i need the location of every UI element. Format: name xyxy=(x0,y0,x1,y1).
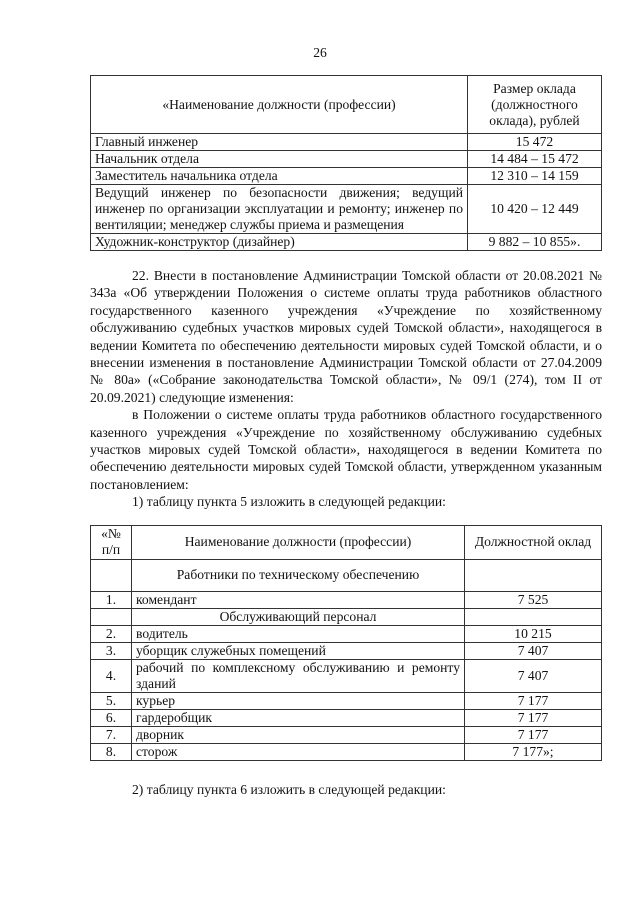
position-cell: Главный инженер xyxy=(91,134,468,151)
number-cell: 4. xyxy=(91,659,132,692)
salary-cell: 7 177 xyxy=(465,726,602,743)
salary-cell: 7 177 xyxy=(465,709,602,726)
header-position: Наименование должности (профессии) xyxy=(132,525,465,559)
paragraph-amendment: в Положении о системе оплаты труда работников областного государственного казенного учреждения «Учреждение по хозяйственному обслуживанию судебных участков мировых судей Томской области», находящегося в ведении Комитета по обеспечению деятельности мировых судей Томской области, утвержденном указанным постановлением: xyxy=(90,407,602,492)
salary-table-staff xyxy=(90,525,602,761)
salary-cell: 10 420 – 12 449 xyxy=(468,185,602,234)
paragraph-22: 22. Внести в постановление Администрации Томской области от 20.08.2021 № 343а «Об утверждении Положения о системе оплаты труда работников областного государственного казенного учреждения «Учреждение по хозяйственному обслуживанию судебных участков мировых судей Томской области», находящегося в ведении Комитета по обеспечению деятельности мировых судей Томской области, и о внесении изменения в постановление Администрации Томской области от 27.04.2009 № 80а» («Собрание законодательства Томской области», № 09/1 (274), том II от 20.09.2021) следующие изменения: xyxy=(90,268,602,405)
salary-cell: 7 407 xyxy=(465,642,602,659)
salary-cell: 10 215 xyxy=(465,625,602,642)
table-row xyxy=(91,726,602,743)
paragraph-item-2: 2) таблицу пункта 6 изложить в следующей редакции: xyxy=(132,781,446,797)
table-row xyxy=(91,625,602,642)
position-cell: сторож xyxy=(132,743,465,760)
section-row xyxy=(91,608,602,625)
page-number: 26 xyxy=(313,45,327,60)
table-row xyxy=(91,743,602,760)
table-row xyxy=(91,185,602,234)
position-cell: курьер xyxy=(132,692,465,709)
salary-cell: 7 177»; xyxy=(465,743,602,760)
section-title: Работники по техническому обеспечению xyxy=(132,559,465,591)
position-cell: дворник xyxy=(132,726,465,743)
table-row xyxy=(91,234,602,251)
section-title: Обслуживающий персонал xyxy=(132,608,465,625)
table-header-row xyxy=(91,525,602,559)
position-cell: Заместитель начальника отдела xyxy=(91,168,468,185)
table-row xyxy=(91,709,602,726)
number-cell: 5. xyxy=(91,692,132,709)
salary-cell: 7 407 xyxy=(465,659,602,692)
section-row xyxy=(91,559,602,591)
salary-cell: 7 525 xyxy=(465,591,602,608)
header-salary: Должностной оклад xyxy=(465,525,602,559)
table-row xyxy=(91,168,602,185)
number-cell: 2. xyxy=(91,625,132,642)
number-cell: 1. xyxy=(91,591,132,608)
salary-table-engineers xyxy=(90,75,602,251)
position-cell: комендант xyxy=(132,591,465,608)
number-cell: 7. xyxy=(91,726,132,743)
table-row xyxy=(91,591,602,608)
number-cell: 6. xyxy=(91,709,132,726)
header-position: «Наименование должности (профессии) xyxy=(91,76,468,134)
document-body xyxy=(90,44,602,798)
table-row xyxy=(91,692,602,709)
number-cell: 8. xyxy=(91,743,132,760)
position-cell: водитель xyxy=(132,625,465,642)
paragraph-item-1: 1) таблицу пункта 5 изложить в следующей редакции: xyxy=(132,494,446,510)
position-cell: уборщик служебных помещений xyxy=(132,642,465,659)
salary-cell: 12 310 – 14 159 xyxy=(468,168,602,185)
salary-cell: 7 177 xyxy=(465,692,602,709)
table-header-row xyxy=(91,76,602,134)
table-row xyxy=(91,134,602,151)
table-row xyxy=(91,642,602,659)
number-cell: 3. xyxy=(91,642,132,659)
position-cell: Начальник отдела xyxy=(91,151,468,168)
salary-cell: 14 484 – 15 472 xyxy=(468,151,602,168)
position-cell: Художник-конструктор (дизайнер) xyxy=(91,234,468,251)
header-number: «№ п/п xyxy=(91,525,132,559)
table-row xyxy=(91,659,602,692)
position-cell: рабочий по комплексному обслуживанию и ремонту зданий xyxy=(132,659,465,692)
position-cell: Ведущий инженер по безопасности движения; ведущий инженер по организации эксплуатации и ремонту; инженер по вентиляции; менеджер службы приема и размещения xyxy=(91,185,468,234)
salary-cell: 9 882 – 10 855». xyxy=(468,234,602,251)
table-row xyxy=(91,151,602,168)
salary-cell: 15 472 xyxy=(468,134,602,151)
position-cell: гардеробщик xyxy=(132,709,465,726)
header-salary: Размер оклада (должностного оклада), рублей xyxy=(468,76,602,134)
